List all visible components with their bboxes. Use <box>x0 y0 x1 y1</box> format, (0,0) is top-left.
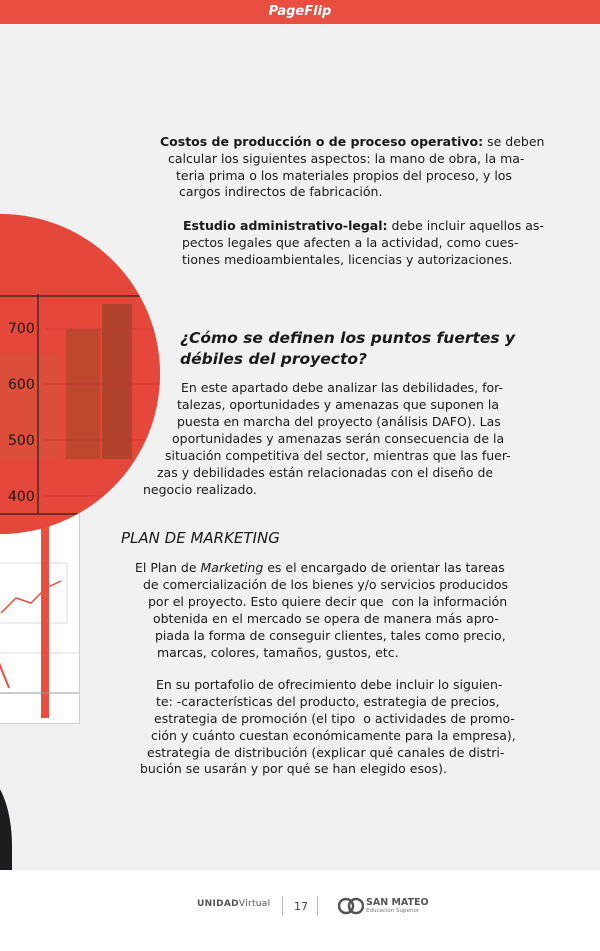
marketing-line-3: por el proyecto. Esto quiere decir que con la información <box>148 594 508 609</box>
tick-700: 700 <box>8 321 35 337</box>
app-title-bar <box>0 0 600 24</box>
question-heading-line-1: ¿Cómo se definen los puntos fuertes y <box>180 329 516 347</box>
pregunta-line-5: situación competitiva del sector, mientras que las fuer- <box>165 448 511 463</box>
brand-bold: UNIDAD <box>197 899 239 909</box>
san-mateo-logo-icon <box>338 895 364 921</box>
pregunta-line-6: zas y debilidades están relacionadas con el diseño de <box>157 465 494 480</box>
portafolio-line-2: te: -características del producto, estrategia de precios, <box>156 694 500 709</box>
marketing-line-4: obtenida en el mercado se opera de manera más apro- <box>153 611 499 626</box>
pregunta-line-2: talezas, oportunidades y amenazas que suponen la <box>177 397 500 412</box>
question-heading-line-2: débiles del proyecto? <box>180 350 368 368</box>
brand-light: Virtual <box>238 899 271 909</box>
marketing-line-1 <box>135 559 505 576</box>
portafolio-line-5: estrategia de distribución (explicar qué canales de distri- <box>147 745 505 760</box>
footer-divider <box>282 896 283 916</box>
costos-line-4: cargos indirectos de fabricación. <box>179 184 383 199</box>
unidad-virtual-logo <box>197 899 270 909</box>
marketing-heading: PLAN DE MARKETING <box>121 529 280 547</box>
estudio-line-2: pectos legales que afecten a la actividad, como cues- <box>182 235 519 250</box>
person-silhouette-image <box>0 774 12 870</box>
footer-divider <box>317 896 318 916</box>
tick-400: 400 <box>8 489 35 505</box>
magnified-chart-drawing <box>0 214 160 534</box>
portafolio-line-6: bución se usarán y por qué se han elegido esos). <box>140 761 447 776</box>
san-mateo-name: SAN MATEO <box>366 897 429 908</box>
portafolio-line-1: En su portafolio de ofrecimiento debe incluir lo siguien- <box>156 677 503 692</box>
estudio-text: debe incluir aquellos as- <box>387 218 544 233</box>
costos-lead: Costos de producción o de proceso operativo: <box>160 134 484 149</box>
marketing-text: es el encargado de orientar las tareas <box>263 560 505 575</box>
marketing-line-2: de comercialización de los bienes y/o servicios producidos <box>143 577 508 592</box>
estudio-line-1 <box>183 217 544 234</box>
marketing-emphasis: Marketing <box>200 560 264 575</box>
estudio-line-3: tiones medioambientales, licencias y autorizaciones. <box>182 252 513 267</box>
costos-line-1 <box>160 133 544 150</box>
costos-text: se deben <box>483 134 545 149</box>
magnifier-lens-image <box>0 214 160 534</box>
san-mateo-subtitle: Educación Superior <box>366 908 420 914</box>
tick-600: 600 <box>8 377 35 393</box>
costos-line-2: calcular los siguientes aspectos: la mano de obra, la ma- <box>168 151 525 166</box>
pregunta-line-7: negocio realizado. <box>143 482 257 497</box>
pregunta-line-4: oportunidades y amenazas serán consecuencia de la <box>172 431 505 446</box>
pregunta-line-3: puesta en marcha del proyecto (análisis DAFO). Las <box>177 414 501 429</box>
portafolio-line-4: ción y cuánto cuestan económicamente para la empresa), <box>151 728 516 743</box>
marketing-line-6: marcas, colores, tamaños, gustos, etc. <box>157 645 399 660</box>
marketing-line-5: piada la forma de conseguir clientes, tales como precio, <box>155 628 506 643</box>
pregunta-line-1: En este apartado debe analizar las debilidades, for- <box>181 380 503 395</box>
portafolio-line-3: estrategia de promoción (el tipo o actividades de promo- <box>154 711 515 726</box>
app-title: PageFlip <box>268 4 332 19</box>
tick-500: 500 <box>8 433 35 449</box>
estudio-lead: Estudio administrativo-legal: <box>183 218 388 233</box>
marketing-text: El Plan de <box>135 560 201 575</box>
costos-line-3: teria prima o los materiales propios del proceso, y los <box>176 168 512 183</box>
page-number: 17 <box>294 900 308 913</box>
